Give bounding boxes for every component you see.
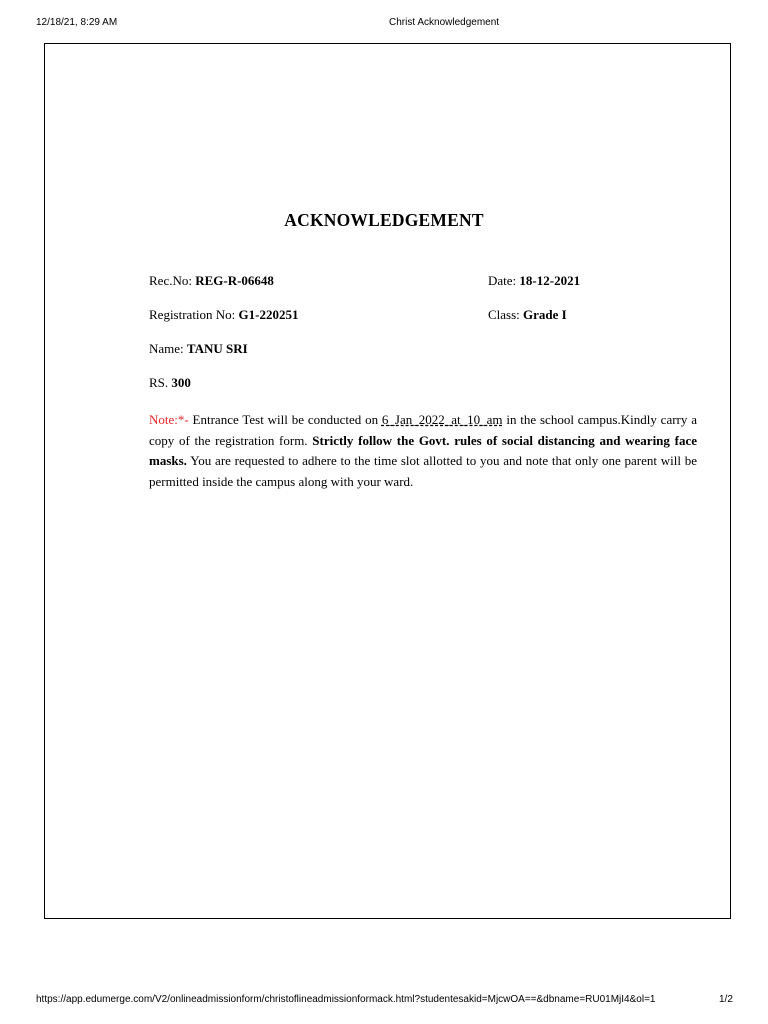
print-header bbox=[0, 17, 768, 31]
date-label: Date: bbox=[488, 273, 520, 288]
name-label: Name: bbox=[149, 341, 187, 356]
amount-label: RS. bbox=[149, 375, 172, 390]
rec-no-value: REG-R-06648 bbox=[195, 273, 274, 288]
note-text-3: You are requested to adhere to the time slot allotted to you and note that only one parent will be permitted inside the campus along with your ward. bbox=[149, 453, 697, 489]
amount-field bbox=[149, 375, 191, 391]
registration-no-label: Registration No: bbox=[149, 307, 239, 322]
date-value: 18-12-2021 bbox=[519, 273, 581, 288]
class-label: Class: bbox=[488, 307, 524, 322]
test-date: 6_Jan_2022_at_10_am bbox=[381, 412, 503, 427]
page-number: 1/2 bbox=[719, 994, 733, 1005]
print-url: https://app.edumerge.com/V2/onlineadmissionform/christoflineadmissionformack.html?studentesakid=MjcwOA==&dbname=RU01MjI4&ol=1 bbox=[36, 994, 656, 1005]
date-field bbox=[488, 273, 580, 289]
rec-no-label: Rec.No: bbox=[149, 273, 196, 288]
print-footer bbox=[0, 994, 768, 1008]
registration-no-field bbox=[149, 307, 299, 323]
print-document-title: Christ Acknowledgement bbox=[389, 17, 500, 28]
amount-value: 300 bbox=[171, 375, 191, 390]
rec-no-field bbox=[149, 273, 274, 289]
note-text-2: in the school campus.Kindly carry a copy of the registration form. bbox=[149, 412, 697, 448]
note-label: Note:*- bbox=[149, 412, 189, 427]
class-field bbox=[488, 307, 567, 323]
note-text-1: Entrance Test will be conducted on bbox=[188, 412, 382, 427]
page-title: ACKNOWLEDGEMENT bbox=[284, 210, 484, 230]
note-bold-text: Strictly follow the Govt. rules of social distancing and wearing face masks. bbox=[149, 432, 697, 468]
name-field bbox=[149, 341, 248, 357]
print-timestamp: 12/18/21, 8:29 AM bbox=[36, 17, 118, 28]
class-value: Grade I bbox=[523, 307, 567, 322]
name-value: TANU SRI bbox=[186, 341, 248, 356]
registration-no-value: G1-220251 bbox=[238, 307, 299, 322]
note-paragraph bbox=[149, 410, 697, 492]
